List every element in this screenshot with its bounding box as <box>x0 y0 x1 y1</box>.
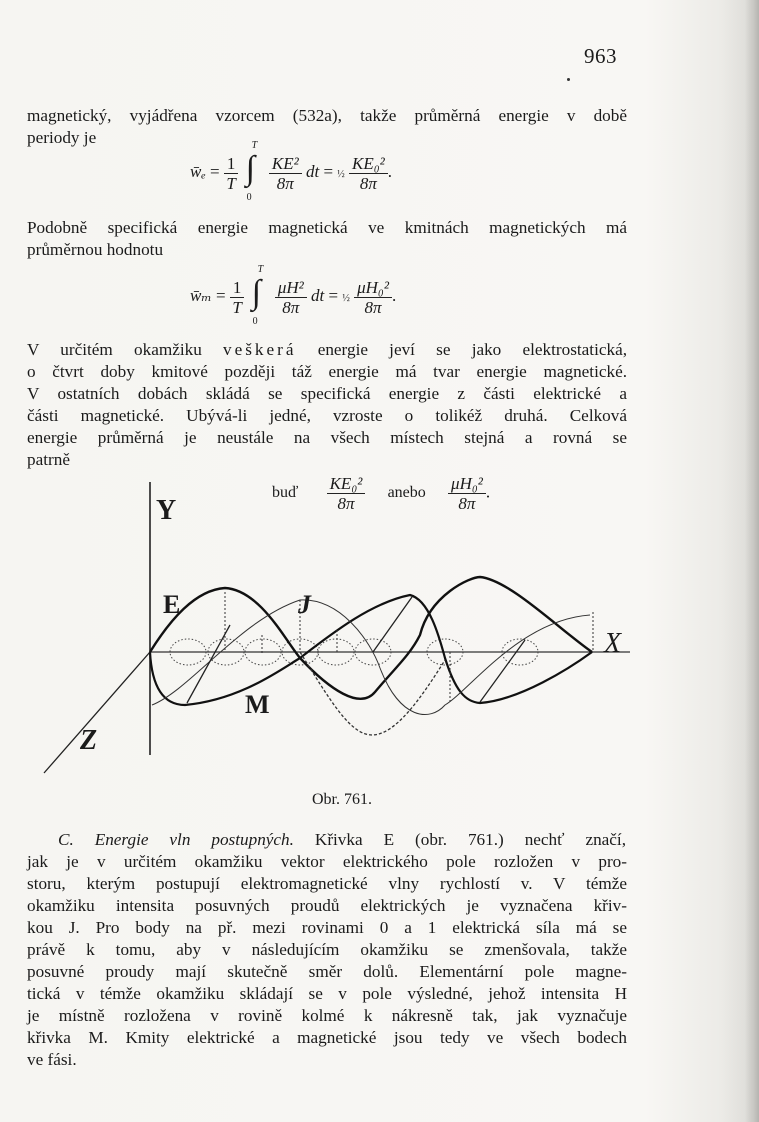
wm-end: . <box>391 285 397 305</box>
page-number: 963 <box>584 44 617 68</box>
paragraph4-line1 <box>58 830 626 850</box>
wm-result-num: μH₀² <box>354 278 392 298</box>
p3-text-a: V určitém okamžiku <box>27 340 223 359</box>
we-frac-den: T <box>226 173 236 193</box>
either-a-num: KE₀² <box>327 474 366 494</box>
word-bud: buď <box>272 484 299 502</box>
we-result-num: KE₀² <box>349 154 388 174</box>
wm-integrand-den: 8π <box>282 297 300 317</box>
we-upper-limit: T <box>251 140 258 151</box>
wm-lower-limit: 0 <box>252 316 258 327</box>
word-anebo: anebo <box>387 484 426 502</box>
either-b-den: 8π <box>458 494 476 513</box>
p4-line1-text: Křivka E (obr. 761.) nechť značí, <box>293 830 626 849</box>
wm-integrand-num: μH² <box>275 278 307 298</box>
label-x-axis: X <box>604 628 622 659</box>
paragraph1-line2: periody je <box>27 128 97 147</box>
figure-caption: Obr. 761. <box>312 791 372 808</box>
wm-frac-num: 1 <box>230 278 245 298</box>
wm-dt: dt <box>311 285 325 305</box>
either-b-num: μH₀² <box>448 474 486 494</box>
paragraph4-line6: právě k tomu, aby v následujícím okamžiku se zmenšovala, takže <box>27 940 627 959</box>
we-end: . <box>387 161 393 181</box>
paragraph4-line9: je místně rozložena v rovině kolmé k nákresně tak, jak vyznačuje <box>27 1006 627 1025</box>
label-curve-j: J <box>298 590 311 619</box>
paragraph4-line2: jak je v určitém okamžiku vektor elektrického pole rozložen v pro- <box>27 852 627 871</box>
we-dt: dt <box>305 161 320 181</box>
curve-j <box>152 600 590 715</box>
paragraph3-line6: patrně <box>27 450 70 469</box>
paragraph4-line4: okamžiku intensita posuvných proudů elektrických je vyznačena křiv- <box>27 896 627 915</box>
paragraph4-line8: tická v témže okamžiku skládají se v pole výsledné, jehož intensita H <box>27 984 627 1003</box>
we-frac-num: 1 <box>224 154 239 174</box>
section-heading-c: C. Energie vln postupných. <box>58 830 294 849</box>
paragraph4-line11: ve fási. <box>27 1050 77 1069</box>
paragraph2-line2: průměrnou hodnotu <box>27 240 164 259</box>
p3-spaced-word: veškerá <box>223 340 297 359</box>
p3-text-b: energie jeví se jako elektrostatická, <box>296 340 627 359</box>
label-z-axis: Z <box>80 725 98 756</box>
paragraph4-line10: křivka M. Kmity elektrické a magnetické jsou tedy ve všech bodech <box>27 1028 627 1047</box>
wm-upper-limit: T <box>257 264 264 275</box>
we-eq: = <box>210 161 220 181</box>
we-integrand-num: KE² <box>269 154 302 174</box>
paragraph3-line4: části magnetické. Ubývá-li jedné, vzroste o tolikéž druhá. Celková <box>27 406 627 425</box>
we-integrand-den: 8π <box>276 173 294 193</box>
either-a-den: 8π <box>337 494 355 513</box>
vector-lines <box>187 597 525 703</box>
wm-result-den: 8π <box>364 297 382 317</box>
paragraph4-line7: posuvné proudy mají skutečně směr dolů. Elementární pole magne- <box>27 962 627 981</box>
paragraph1-line1: magnetický, vyjádřena vzorcem (532a), takže průměrná energie v době <box>27 106 627 125</box>
wm-lhs: w̄ₘ <box>190 285 212 305</box>
integral-sign: ∫ <box>245 150 255 187</box>
paragraph4-line5: kou J. Pro body na př. mezi rovinami 0 a 1 elektrická síla má se <box>27 918 627 937</box>
we-lower-limit: 0 <box>246 192 252 203</box>
label-y-axis: Y <box>156 495 177 526</box>
we-result-den: 8π <box>359 173 377 193</box>
paragraph3-line3: V ostatních dobách skládá se specifická energie z části elektrické a <box>27 384 627 403</box>
paragraph2-line1: Podobně specifická energie magnetická ve kmitnách magnetických má <box>27 218 627 237</box>
we-eq2: = <box>323 161 334 181</box>
wm-frac-den: T <box>232 297 242 317</box>
label-curve-m: M <box>245 690 270 719</box>
label-curve-e: E <box>163 590 181 619</box>
integral-sign: ∫ <box>251 274 261 311</box>
we-lhs: w̄ₑ <box>190 161 206 181</box>
wm-eq: = <box>216 285 226 305</box>
we-half: ½ <box>337 168 345 180</box>
paragraph3-line5: energie průměrná je neustále na všech místech stejná a rovná se <box>27 428 627 447</box>
paragraph4-line3: storu, kterým postupují elektromagnetické vlny rychlostí v. V témže <box>27 874 627 893</box>
wm-half: ½ <box>342 292 350 304</box>
paragraph3-line2: o čtvrt doby kmitové později táž energie má tvar energie magnetické. <box>27 362 627 381</box>
either-end: . <box>485 482 491 502</box>
wm-eq2: = <box>328 285 339 305</box>
